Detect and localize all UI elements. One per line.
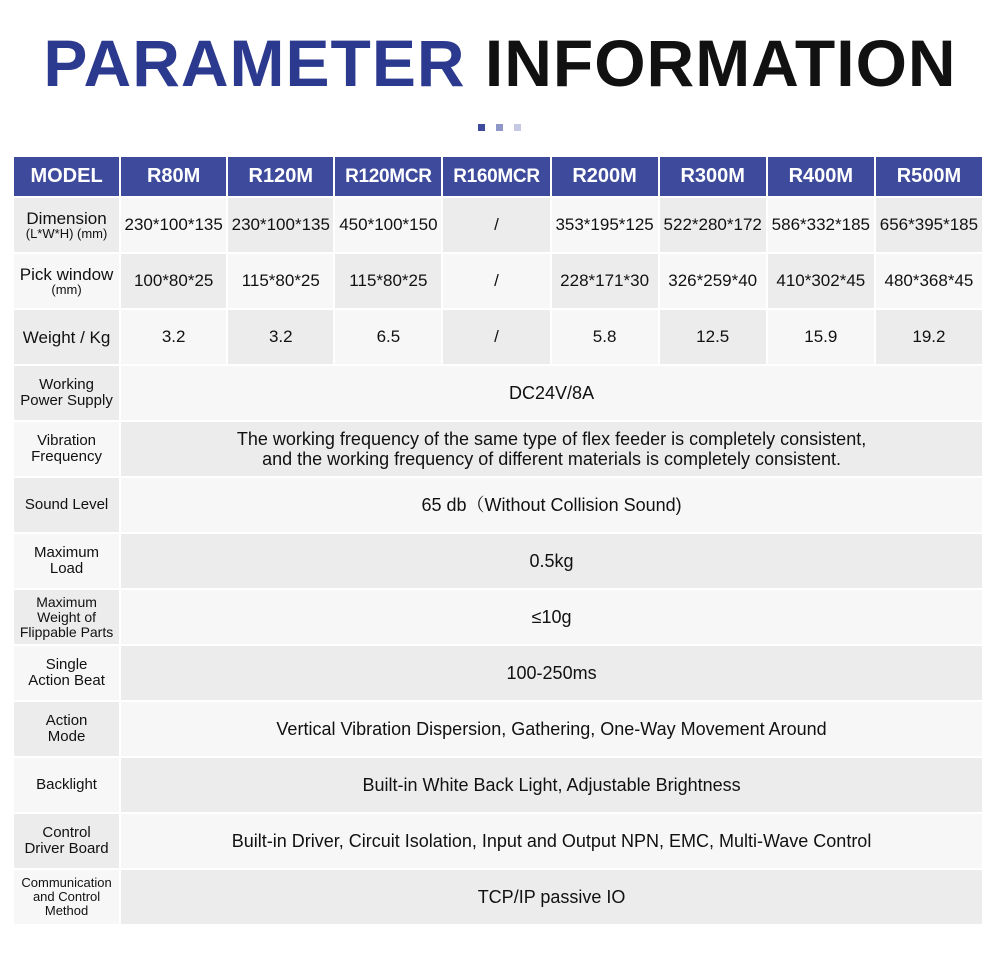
spec-value xyxy=(121,870,982,924)
spec-value xyxy=(121,534,982,588)
table-cell: / xyxy=(443,198,549,252)
label-line: Power Supply xyxy=(20,392,113,409)
header-r80m: R80M xyxy=(121,157,226,196)
value-line: and the working frequency of different materials is completely consistent. xyxy=(262,449,842,469)
spec-value xyxy=(121,366,982,420)
label-line: Method xyxy=(44,903,89,918)
table-cell: 115*80*25 xyxy=(228,254,333,308)
row-action-mode xyxy=(14,702,982,756)
table-cell: 19.2 xyxy=(876,310,982,364)
row-power-supply xyxy=(14,366,982,420)
label-line: Load xyxy=(49,560,84,577)
parameter-table xyxy=(12,155,984,926)
row-vibration-frequency xyxy=(14,422,982,476)
table-cell: 450*100*150 xyxy=(335,198,441,252)
row-label xyxy=(14,198,119,252)
row-label xyxy=(14,422,119,476)
value-line: 100-250ms xyxy=(506,663,597,683)
value-line: The working frequency of the same type of flex feeder is completely consistent, xyxy=(236,429,867,449)
table-cell: 656*395*185 xyxy=(876,198,982,252)
header-r400m: R400M xyxy=(768,157,874,196)
header-r200m: R200M xyxy=(552,157,658,196)
table-cell: 230*100*135 xyxy=(121,198,226,252)
label-line: Vibration xyxy=(37,432,97,449)
row-label xyxy=(14,534,119,588)
row-communication-control xyxy=(14,870,982,924)
row-label: Weight / Kg xyxy=(14,310,119,364)
label-line: Action xyxy=(45,712,88,729)
table-cell: 522*280*172 xyxy=(660,198,766,252)
row-control-driver-board xyxy=(14,814,982,868)
table-cell: 3.2 xyxy=(121,310,226,364)
table-cell: 3.2 xyxy=(228,310,333,364)
row-max-weight-flippable xyxy=(14,590,982,644)
label-line: and Control xyxy=(32,889,101,904)
table-cell: 326*259*40 xyxy=(660,254,766,308)
row-single-action-beat xyxy=(14,646,982,700)
dot-1 xyxy=(478,124,485,131)
title-part-1: PARAMETER xyxy=(43,26,466,100)
row-maximum-load xyxy=(14,534,982,588)
value-line: ≤10g xyxy=(531,607,572,627)
header-r120m: R120M xyxy=(228,157,333,196)
row-backlight xyxy=(14,758,982,812)
label-sub: (L*W*H) (mm) xyxy=(25,225,108,241)
value-line: DC24V/8A xyxy=(509,383,595,403)
dot-3 xyxy=(514,124,521,131)
row-label xyxy=(14,870,119,924)
label-line: Maximum xyxy=(36,593,97,610)
table-cell: 6.5 xyxy=(335,310,441,364)
label-line: Mode xyxy=(47,728,86,745)
label-line: Working xyxy=(39,376,94,393)
row-label xyxy=(14,478,119,532)
label-line: Frequency xyxy=(31,448,102,465)
title-part-2: INFORMATION xyxy=(484,26,957,100)
row-dimension xyxy=(14,198,982,252)
label-main: Dimension xyxy=(26,208,107,228)
label-line: Action Beat xyxy=(28,672,105,689)
spec-value xyxy=(121,590,982,644)
label-line: Communication xyxy=(21,875,112,890)
header-r160mcr: R160MCR xyxy=(443,157,549,196)
header-r120mcr: R120MCR xyxy=(335,157,441,196)
spec-value xyxy=(121,702,982,756)
row-label xyxy=(14,590,119,644)
page-title xyxy=(0,28,1000,98)
table-cell: 228*171*30 xyxy=(552,254,658,308)
table-cell: 230*100*135 xyxy=(228,198,333,252)
spec-value xyxy=(121,758,982,812)
table-cell: / xyxy=(443,254,549,308)
label-line: Control xyxy=(42,824,91,841)
label-sub: (mm) xyxy=(51,281,82,297)
table-cell: 115*80*25 xyxy=(335,254,441,308)
row-label xyxy=(14,814,119,868)
table-cell: 480*368*45 xyxy=(876,254,982,308)
header-row xyxy=(14,157,982,196)
value-line: TCP/IP passive IO xyxy=(477,887,626,907)
spec-value xyxy=(121,814,982,868)
label-main: Pick window xyxy=(19,264,114,284)
value-line: Built-in White Back Light, Adjustable Brightness xyxy=(362,775,741,795)
table-cell: 586*332*185 xyxy=(768,198,874,252)
label-line: Backlight xyxy=(36,776,97,793)
value-line: 65 db（Without Collision Sound) xyxy=(421,495,682,515)
table-cell: 100*80*25 xyxy=(121,254,226,308)
label-line: Weight of xyxy=(37,608,96,625)
row-weight xyxy=(14,310,982,364)
header-r500m: R500M xyxy=(876,157,982,196)
row-label xyxy=(14,646,119,700)
table-cell: 353*195*125 xyxy=(552,198,658,252)
value-line: 0.5kg xyxy=(529,551,574,571)
row-label xyxy=(14,366,119,420)
row-pick-window xyxy=(14,254,982,308)
row-sound-level xyxy=(14,478,982,532)
table-cell: 5.8 xyxy=(552,310,658,364)
value-line: Built-in Driver, Circuit Isolation, Input and Output NPN, EMC, Multi-Wave Control xyxy=(231,831,872,851)
row-label xyxy=(14,254,119,308)
label-line: Flippable Parts xyxy=(19,623,114,640)
row-label xyxy=(14,758,119,812)
label-line: Maximum xyxy=(34,544,100,561)
table-cell: 12.5 xyxy=(660,310,766,364)
table-cell: / xyxy=(443,310,549,364)
label-line: Single xyxy=(45,656,88,673)
table-cell: 410*302*45 xyxy=(768,254,874,308)
row-label xyxy=(14,702,119,756)
header-model: MODEL xyxy=(14,157,119,196)
header-r300m: R300M xyxy=(660,157,766,196)
spec-value xyxy=(121,422,982,476)
label-line: Sound Level xyxy=(24,496,109,513)
spec-value xyxy=(121,478,982,532)
decorative-dots xyxy=(478,124,521,131)
label-line: Driver Board xyxy=(24,840,109,857)
dot-2 xyxy=(496,124,503,131)
spec-value xyxy=(121,646,982,700)
value-line: Vertical Vibration Dispersion, Gathering, One-Way Movement Around xyxy=(276,719,827,739)
table-cell: 15.9 xyxy=(768,310,874,364)
